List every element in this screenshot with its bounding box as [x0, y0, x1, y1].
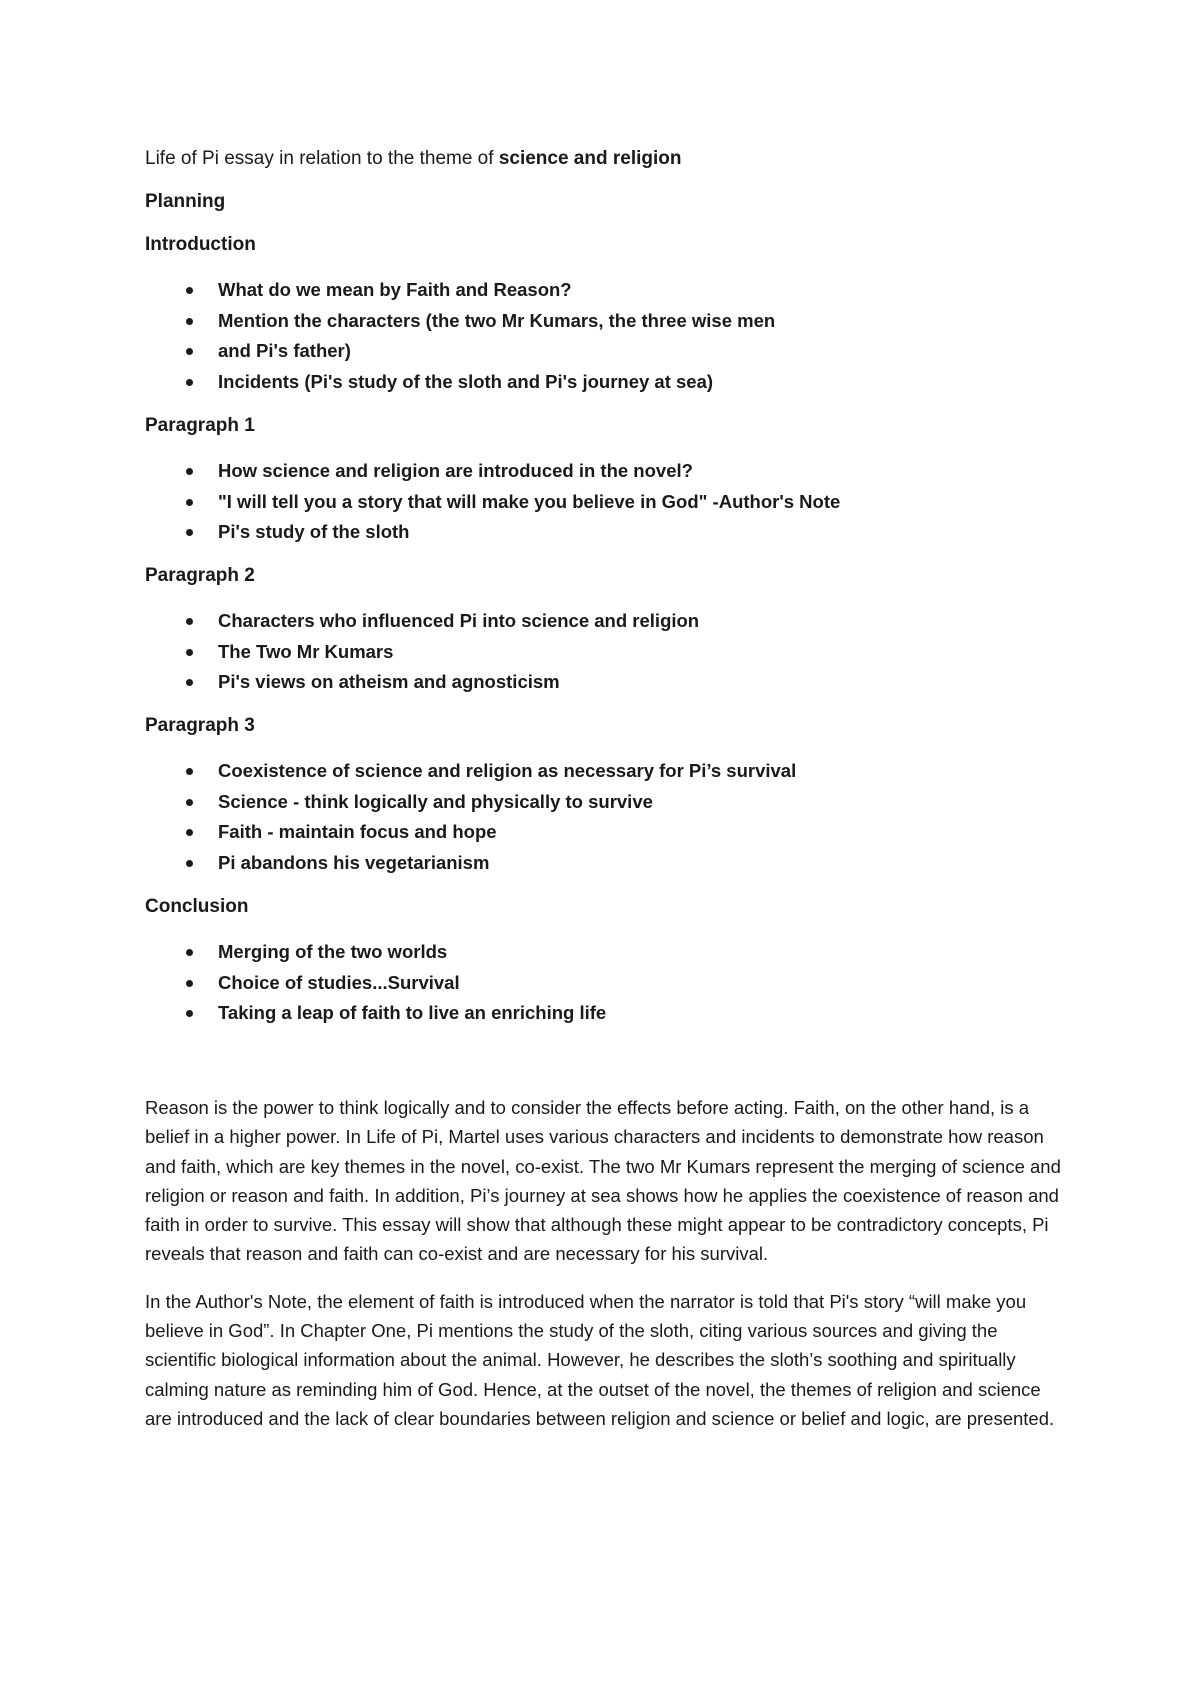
bullet-icon: [186, 829, 193, 836]
list-item-text: Pi's views on atheism and agnosticism: [218, 671, 560, 693]
bullet-icon: [186, 499, 193, 506]
title-plain: Life of Pi essay in relation to the theme of: [145, 148, 499, 169]
list-item-text: Incidents (Pi's study of the sloth and Pi's journey at sea): [218, 371, 714, 393]
list-item: [145, 306, 1065, 337]
bullet-icon: [186, 980, 193, 987]
body-paragraph-authors-note: In the Author's Note, the element of faith is introduced when the narrator is told that Pi's story “will make you believe in God”. In Chapter One, Pi mentions the study of the sloth, citing various sources and giving the scientific biological information about the animal. However, he describes the sloth’s soothing and spiritually calming nature as reminding him of God. Hence, at the outset of the novel, the themes of religion and science are introduced and the lack of clear boundaries between religion and science or belief and logic, are presented.: [145, 1290, 1055, 1429]
bullet-icon: [186, 468, 193, 475]
list-item: [145, 367, 1065, 398]
bullet-icon: [186, 1010, 193, 1017]
list-item: [145, 667, 1065, 698]
paragraph-3-bullet-list: [145, 756, 1065, 879]
document-title: [145, 146, 1065, 172]
list-item-text: Taking a leap of faith to live an enriching life: [218, 1002, 607, 1024]
heading-paragraph-1: Paragraph 1: [145, 414, 255, 436]
heading-planning: Planning: [145, 191, 226, 212]
introduction-bullet-list: [145, 275, 1065, 398]
document-page: [145, 146, 1065, 1451]
list-item-text: Coexistence of science and religion as necessary for Pi’s survival: [218, 760, 797, 782]
paragraph-2-bullet-list: [145, 606, 1065, 698]
list-item: [145, 998, 1065, 1029]
bullet-icon: [186, 348, 193, 355]
list-item-text: and Pi's father): [218, 340, 351, 362]
introduction-section: [145, 232, 1065, 398]
bullet-icon: [186, 949, 193, 956]
bullet-icon: [186, 649, 193, 656]
section-spacer: [145, 1044, 1065, 1093]
title-bold: science and religion: [498, 148, 682, 169]
list-item: [145, 968, 1065, 999]
conclusion-section: [145, 894, 1065, 1029]
list-item: [145, 637, 1065, 668]
list-item: [145, 606, 1065, 637]
list-item: [145, 848, 1065, 879]
list-item: [145, 937, 1065, 968]
paragraph-1-section: [145, 413, 1065, 548]
list-item-text: Faith - maintain focus and hope: [218, 821, 497, 843]
bullet-icon: [186, 287, 193, 294]
list-item: [145, 336, 1065, 367]
list-item-text: The Two Mr Kumars: [218, 640, 394, 662]
list-item-text: Characters who influenced Pi into science and religion: [218, 609, 700, 631]
conclusion-bullet-list: [145, 937, 1065, 1029]
paragraph-2-section: [145, 563, 1065, 698]
list-item: [145, 275, 1065, 306]
planning-section: [145, 189, 1065, 215]
list-item: [145, 456, 1065, 487]
bullet-icon: [186, 679, 193, 686]
bullet-icon: [186, 379, 193, 386]
list-item: [145, 817, 1065, 848]
heading-conclusion: Conclusion: [145, 895, 249, 917]
body-paragraph-intro: Reason is the power to think logically and to consider the effects before acting. Faith, on the other hand, is a belief in a higher power. In Life of Pi, Martel uses various characters and incidents to demonstrate how reason and faith, which are key themes in the novel, co-exist. The two Mr Kumars represent the merging of science and religion or reason and faith. In addition, Pi’s journey at sea shows how he applies the coexistence of reason and faith in order to survive. This essay will show that although these might appear to be contradictory concepts, Pi reveals that reason and faith can co-exist and are necessary for his survival.: [145, 1096, 1061, 1265]
bullet-icon: [186, 860, 193, 867]
heading-paragraph-2: Paragraph 2: [145, 564, 255, 586]
list-item-text: What do we mean by Faith and Reason?: [218, 279, 572, 300]
list-item: [145, 787, 1065, 818]
bullet-icon: [186, 799, 193, 806]
list-item-text: Choice of studies...Survival: [218, 971, 460, 993]
list-item-text: "I will tell you a story that will make you believe in God" -Author's Note: [218, 490, 841, 512]
list-item-text: How science and religion are introduced in the novel?: [218, 459, 693, 481]
bullet-icon: [186, 768, 193, 775]
bullet-icon: [186, 618, 193, 625]
bullet-icon: [186, 318, 193, 325]
paragraph-3-section: [145, 713, 1065, 879]
heading-introduction: Introduction: [145, 234, 256, 255]
paragraph-1-bullet-list: [145, 456, 1065, 548]
list-item-text: Pi abandons his vegetarianism: [218, 852, 490, 874]
list-item: [145, 487, 1065, 518]
list-item-text: Merging of the two worlds: [218, 940, 448, 962]
list-item-text: Pi's study of the sloth: [218, 521, 410, 543]
list-item-text: Mention the characters (the two Mr Kumars, the three wise men: [218, 309, 776, 331]
heading-paragraph-3: Paragraph 3: [145, 715, 255, 737]
list-item: [145, 517, 1065, 548]
list-item: [145, 756, 1065, 787]
bullet-icon: [186, 529, 193, 536]
list-item-text: Science - think logically and physically to survive: [218, 790, 653, 812]
